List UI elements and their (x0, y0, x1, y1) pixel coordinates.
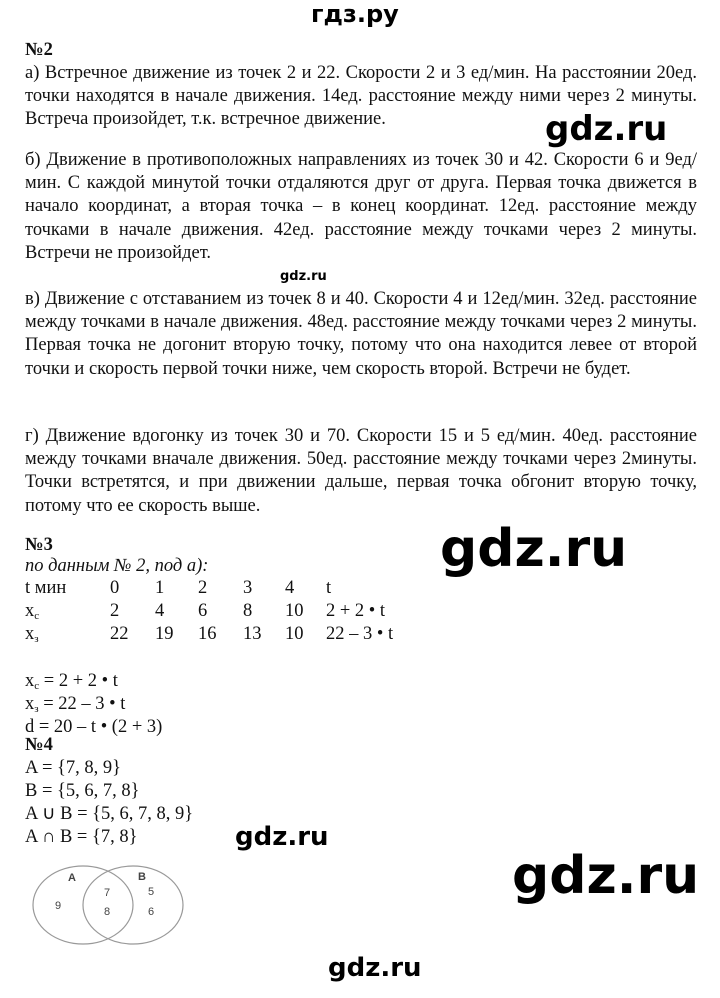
watermark-bottom: gdz.ru (328, 953, 422, 983)
cell-text: 10 (285, 624, 304, 644)
formula-text: = 2 + 2 • t (39, 671, 118, 691)
cell-text: 4 (285, 578, 295, 598)
table-row-label (25, 578, 66, 599)
task3-subtitle: по данным № 2, под а): (25, 556, 209, 576)
task2-heading: №2 (25, 40, 53, 60)
watermark: gdz.ru (440, 519, 628, 579)
formula-xz: $x_з = 22 - 3$ • t (25, 694, 126, 715)
table-cell (285, 578, 294, 599)
task3-heading: №3 (25, 535, 53, 555)
table-cell (198, 578, 207, 599)
cell-text: 3 (243, 578, 253, 598)
cell-text: 8 (243, 601, 253, 621)
cell-text: 1 (155, 578, 165, 598)
table-row-label (25, 601, 39, 622)
cell-text: 6 (198, 601, 208, 621)
watermark: gdz.ru (235, 822, 329, 852)
watermark-top: гдз.ру (311, 0, 399, 28)
set-a-ellipse (33, 866, 133, 944)
watermark: gdz.ru (512, 846, 700, 906)
cell-text: t мин (25, 578, 67, 598)
cell-text: 22 (110, 624, 129, 644)
set-b-ellipse (83, 866, 183, 944)
table-cell (155, 578, 164, 599)
table-cell (155, 601, 164, 622)
table-cell (285, 624, 304, 645)
table-cell (110, 578, 119, 599)
cell-text: 4 (155, 601, 165, 621)
venn-value: 6 (148, 906, 155, 918)
cell-text: 13 (243, 624, 262, 644)
formula-d: d = 20 – t • (2 + 3) (25, 717, 163, 737)
cell-text: x (25, 601, 35, 621)
watermark: gdz.ru (545, 109, 668, 149)
set-line: A ∪ B = {5, 6, 7, 8, 9} (25, 804, 194, 824)
table-cell (326, 578, 331, 599)
table-cell (110, 601, 119, 622)
table-cell (326, 601, 385, 622)
venn-label-b: B (138, 871, 146, 883)
subscript: з (34, 633, 39, 645)
venn-value: 7 (104, 887, 111, 899)
table-cell (110, 624, 129, 645)
formula-xc: $x_с = 2 + 2$ • t (25, 671, 118, 692)
set-line: A = {7, 8, 9} (25, 758, 122, 778)
subscript: с (34, 680, 40, 692)
table-cell (198, 624, 217, 645)
set-line: B = {5, 6, 7, 8} (25, 781, 140, 801)
table-cell (243, 578, 252, 599)
task2-part-a: а) Встречное движение из точек 2 и 22. Скорости 2 и 3 ед/мин. На расстоянии 20ед. точки находятся в начале движения. 14ед. расстояние между ними через 2 минуты. Встреча произойдет, т.к. встречное движение. (25, 63, 697, 130)
cell-text: 2 (110, 601, 120, 621)
venn-label-a: A (68, 872, 76, 884)
cell-text: 22 – 3 • t (326, 624, 394, 644)
table-cell (326, 624, 393, 645)
task2-part-v: в) Движение с отставанием из точек 8 и 40. Скорости 4 и 12ед/мин. 32ед. расстояние между точками в начале движения. 48ед. расстояние между точками через 2 минуты. Первая точка не догонит вторую точку, потому что она находится левее от второй точки и скорость первой точки ниже, чем скорость второй. Встречи не будет. (25, 289, 697, 379)
subscript: с (34, 610, 40, 622)
table-row-label (25, 624, 39, 645)
set-line: A ∩ B = {7, 8} (25, 827, 138, 847)
cell-text: 2 (198, 578, 208, 598)
cell-text: 19 (155, 624, 174, 644)
task2-part-b: б) Движение в противоположных направлениях из точек 30 и 42. Скорости 6 и 9ед/мин. С каждой минутой точки отдаляются друг от друга. Первая точка движется в начало координат, а вторая точка – в конец координат. 12ед. расстояние между точками в начале движения. 42ед. расстояние между точками через 2 минуты. Встречи не произойдет. (25, 150, 697, 263)
subscript: з (34, 703, 39, 715)
cell-text: 16 (198, 624, 217, 644)
watermark: gdz.ru (280, 269, 327, 284)
table-cell (243, 624, 262, 645)
cell-text: t (326, 578, 332, 598)
venn-value: 5 (148, 886, 155, 898)
task2-part-g: г) Движение вдогонку из точек 30 и 70. Скорости 15 и 5 ед/мин. 40ед. расстояние между точками вначале движения. 50ед. расстояние между точками через 2минуты. Точки встретятся, и при движении дальше, первая точка обгонит вторую точку, потому что ее скорость выше. (25, 426, 697, 516)
cell-text: 2 + 2 • t (326, 601, 386, 621)
formula-text: = 22 – 3 • t (38, 694, 126, 714)
table-cell (198, 601, 207, 622)
venn-value: 9 (55, 900, 62, 912)
cell-text: 10 (285, 601, 304, 621)
cell-text: 0 (110, 578, 120, 598)
task4-heading: №4 (25, 735, 53, 755)
table-cell (285, 601, 304, 622)
venn-value: 8 (104, 906, 111, 918)
table-cell (243, 601, 252, 622)
cell-text: x (25, 624, 35, 644)
table-cell (155, 624, 174, 645)
